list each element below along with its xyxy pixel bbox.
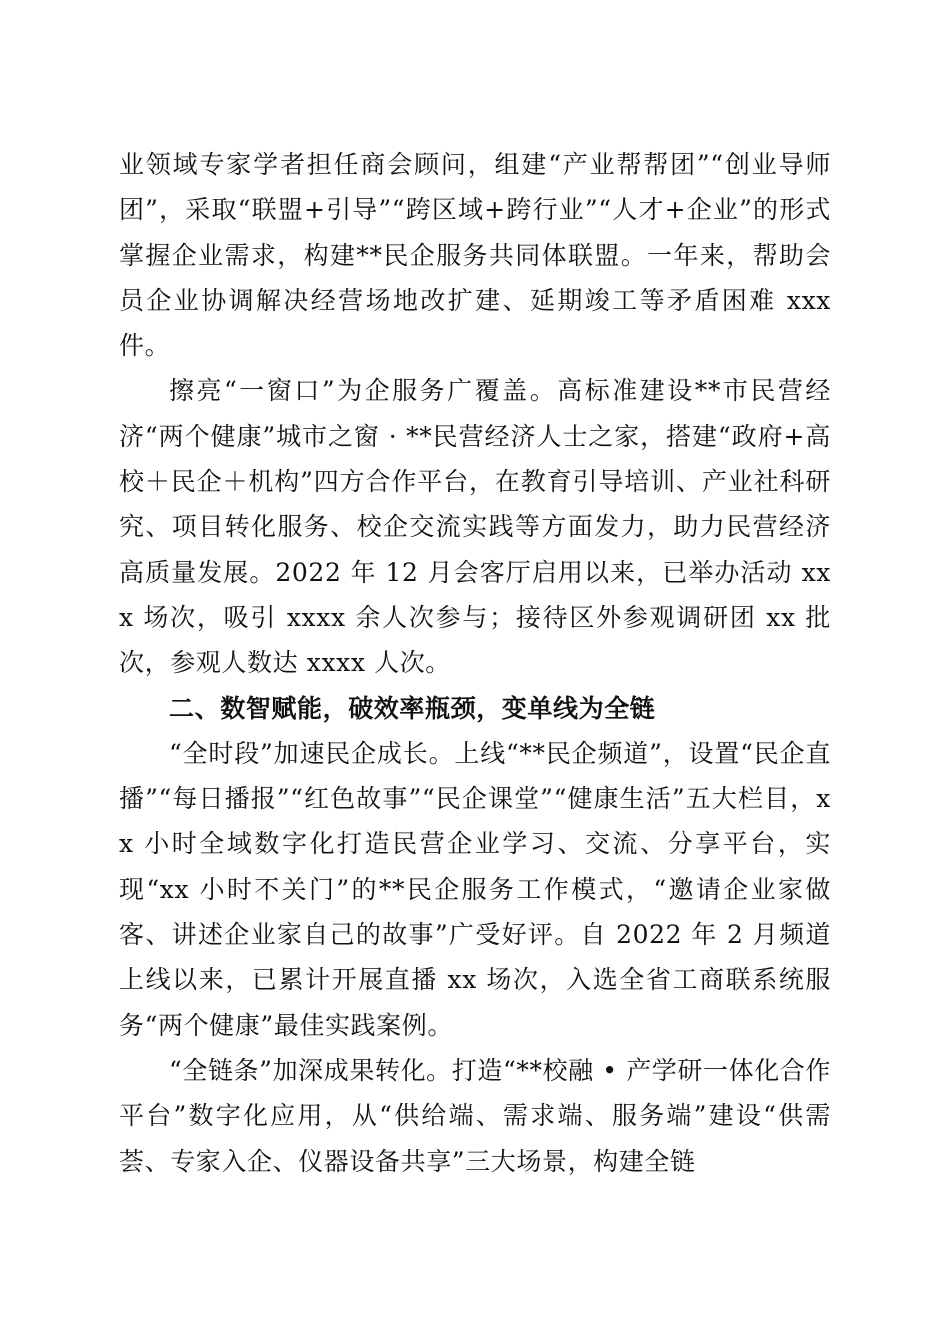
document-body xyxy=(119,142,831,1184)
paragraph-one-window: 擦亮“一窗口”为企服务广覆盖。高标准建设**市民营经济“两个健康”城市之窗 · **民营经济人士之家，搭建“政府+高校＋民企＋机构”四方合作平台，在教育引导培训、产业社科研究、项目转化服务、校企交流实践等方面发力，助力民营经济高质量发展。2022 年 12 月会客厅启用以来，已举办活动 xxx 场次，吸引 xxxx 余人次参与；接待区外参观调研团 xx 批次，参观人数达 xxxx 人次。 xyxy=(119,376,831,678)
section-heading-2: 二、数智赋能，破效率瓶颈，变单线为全链 xyxy=(169,693,656,723)
paragraph-full-chain: “全链条”加深成果转化。打造“**校融 • 产学研一体化合作平台”数字化应用，从“供给端、需求端、服务端”建设“供需荟、专家入企、仪器设备共享”三大场景，构建全链 xyxy=(119,1055,831,1176)
paragraph-continuation: 业领域专家学者担任商会顾问，组建“产业帮帮团”“创业导师团”，采取“联盟+引导”“跨区域+跨行业”“人才+企业”的形式掌握企业需求，构建**民企服务共同体联盟。一年来，帮助会员企业协调解决经营场地改扩建、延期竣工等矛盾困难 xxx 件。 xyxy=(119,150,831,361)
paragraph-all-time: “全时段”加速民企成长。上线“**民企频道”，设置“民企直播”“每日播报”“红色故事”“民企课堂”“健康生活”五大栏目，xx 小时全域数字化打造民营企业学习、交流、分享平台，实现“xx 小时不关门”的**民企服务工作模式，“邀请企业家做客、讲述企业家自己的故事”广受好评。自 2022 年 2 月频道上线以来，已累计开展直播 xx 场次，入选全省工商联系统服务“两个健康”最佳实践案例。 xyxy=(119,738,831,1040)
